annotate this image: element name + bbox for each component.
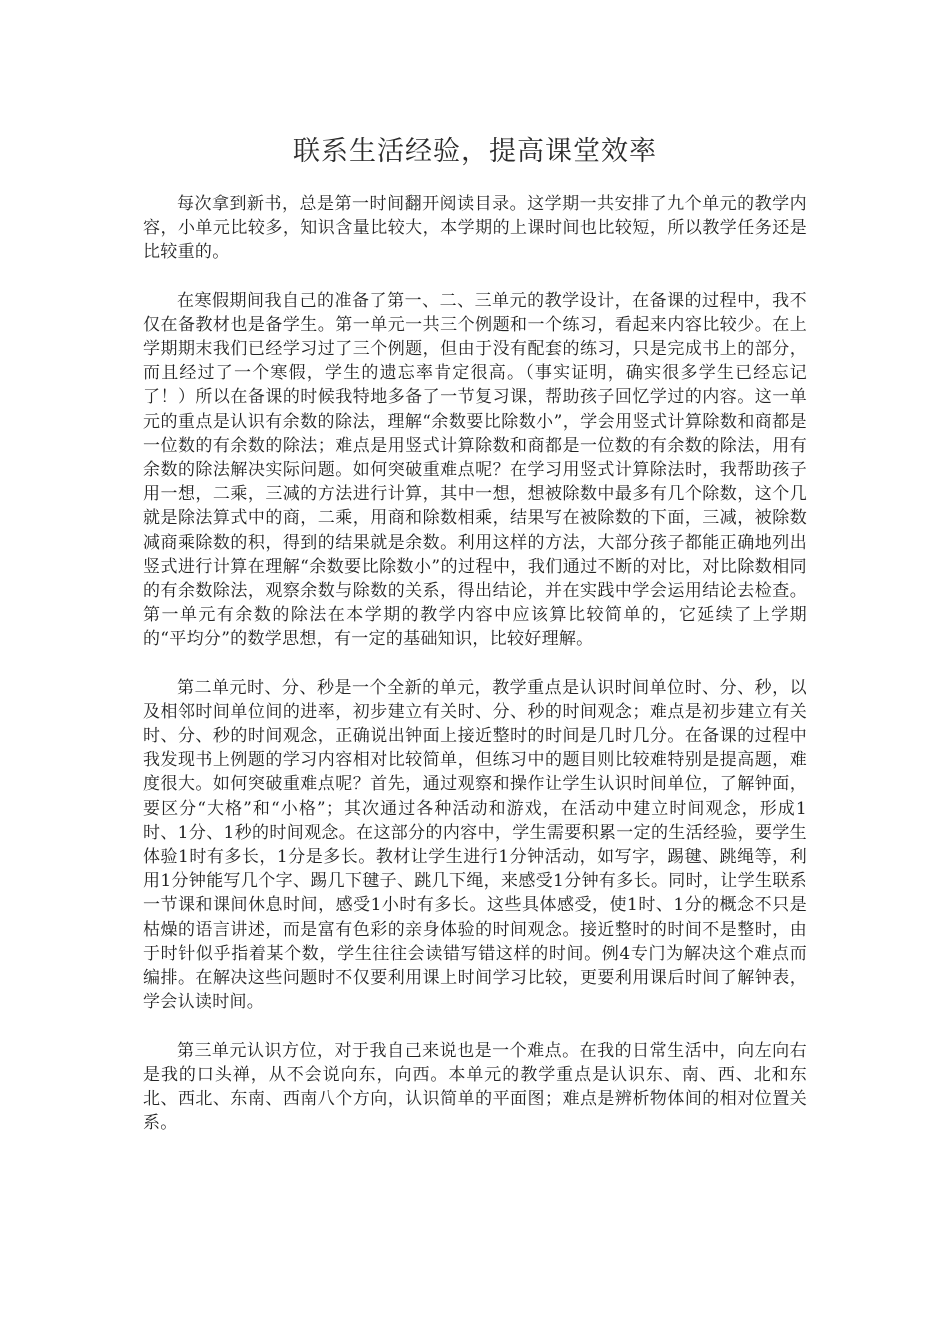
paragraph-3: 第二单元时、分、秒是一个全新的单元，教学重点是认识时间单位时、分、秒，以及相邻时间单位间的进率，初步建立有关时、分、秒的时间观念；难点是初步建立有关时、分、秒的时间观念，正确说出钟面上接近整时的时间是几时几分。在备课的过程中我发现书上例题的学习内容相对比较简单，但练习中的题目则比较难特别是提高题，难度很大。如何突破重难点呢？首先，通过观察和操作让学生认识时间单位，了解钟面，要区分“大格”和“小格”；其次通过各种活动和游戏，在活动中建立时间观念，形成1时、1分、1秒的时间观念。在这部分的内容中，学生需要积累一定的生活经验，要学生体验1时有多长，1分是多长。教材让学生进行1分钟活动，如写字，踢毽、跳绳等，利用1分钟能写几个字、踢几下毽子、跳几下绳，来感受1分钟有多长。同时，让学生联系一节课和课间休息时间，感受1小时有多长。这些具体感受，使1时、1分的概念不只是枯燥的语言讲述，而是富有色彩的亲身体验的时间观念。接近整时的时间不是整时，由于时针似乎指着某个数，学生往往会读错写错这样的时间。例4专门为解决这个难点而编排。在解决这些问题时不仅要利用课上时间学习比较，更要利用课后时间了解钟表，学会认读时间。 xyxy=(143,677,807,1013)
paragraph-2: 在寒假期间我自己的准备了第一、二、三单元的教学设计，在备课的过程中，我不仅在备教材也是备学生。第一单元一共三个例题和一个练习，看起来内容比较少。在上学期期末我们已经学习过了三个例题，但由于没有配套的练习，只是完成书上的部分，而且经过了一个寒假，学生的遗忘率肯定很高。（事实证明，确实很多学生已经忘记了！）所以在备课的时候我特地多备了一节复习课，帮助孩子回忆学过的内容。这一单元的重点是认识有余数的除法，理解“余数要比除数小”，学会用竖式计算除数和商都是一位数的有余数的除法；难点是用竖式计算除数和商都是一位数的有余数的除法，用有余数的除法解决实际问题。如何突破重难点呢？在学习用竖式计算除法时，我帮助孩子用一想，二乘，三减的方法进行计算，其中一想，想被除数中最多有几个除数，这个几就是除法算式中的商，二乘，用商和除数相乘，结果写在被除数的下面，三减，被除数减商乘除数的积，得到的结果就是余数。利用这样的方法，大部分孩子都能正确地列出竖式进行计算在理解“余数要比除数小”的过程中，我们通过不断的对比，对比除数相同的有余数除法，观察余数与除数的关系，得出结论，并在实践中学会运用结论去检查。第一单元有余数的除法在本学期的教学内容中应该算比较简单的，它延续了上学期的“平均分”的数学思想，有一定的基础知识，比较好理解。 xyxy=(143,290,807,650)
paragraph-1: 每次拿到新书，总是第一时间翻开阅读目录。这学期一共安排了九个单元的教学内容，小单元比较多，知识含量比较大，本学期的上课时间也比较短，所以教学任务还是比较重的。 xyxy=(143,194,807,263)
paragraph-4: 第三单元认识方位，对于我自己来说也是一个难点。在我的日常生活中，向左向右是我的口头禅，从不会说向东，向西。本单元的教学重点是认识东、南、西、北和东北、西北、东南、西南八个方向，认识简单的平面图；难点是辨析物体间的相对位置关系。 xyxy=(143,1040,807,1134)
document-body xyxy=(143,192,807,1159)
document-title: 联系生活经验，提高课堂效率 xyxy=(293,136,657,167)
